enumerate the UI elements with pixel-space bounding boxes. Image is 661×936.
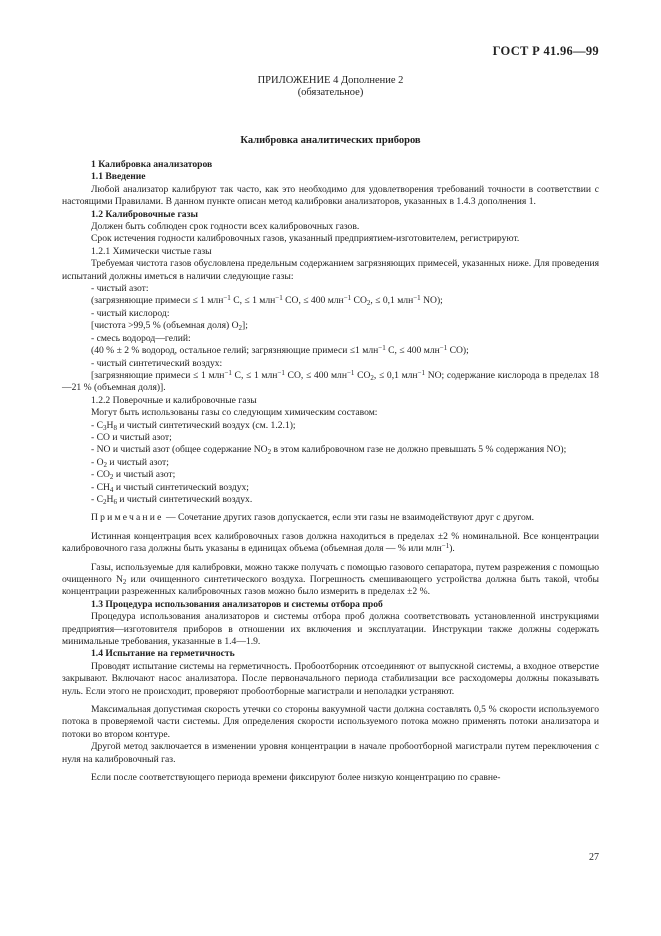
note: Примечание — Сочетание других газов допускается, если эти газы не взаимодействуют друг с другом. [91, 512, 535, 524]
paragraph: Требуемая чистота газов обусловлена предельным содержанием загрязняющих примесей, указанных ниже. Для проведения испытаний должны иметься в наличии следующие газы: [62, 258, 599, 282]
appendix-status: (обязательное) [297, 87, 364, 98]
page-number: 27 [589, 852, 599, 863]
list-item: - СО и чистый азот; [91, 431, 172, 443]
appendix-title: ПРИЛОЖЕНИЕ 4 Дополнение 2 [257, 75, 404, 86]
paragraph: Могут быть использованы газы со следующим химическим составом: [91, 407, 378, 419]
paragraph: Газы, используемые для калибровки, можно также получать с помощью газового сепаратора, путем разрежения с помощью очищенного $N_2$ или очищенного синтетического воздуха. Погрешность смешивающего устройства должна быть такой, чтобы концентрации разреженных калибровочных газов можно было измерить в пределах ±2 %. [62, 561, 599, 598]
document-code-header: ГОСТ Р 41.96—99 [492, 44, 599, 58]
list-item: [чистота >99,5 % (объемная доля) $О_2$]; [91, 320, 248, 333]
list-item: - смесь водород—гелий: [91, 332, 191, 344]
list-item: - чистый синтетический воздух: [91, 357, 223, 369]
subsection-heading: 1.2.1 Химически чистые газы [91, 245, 212, 257]
section-heading: 1.4 Испытание на герметичность [91, 648, 235, 660]
paragraph: Должен быть соблюден срок годности всех калибровочных газов. [91, 221, 360, 233]
paragraph: Проводят испытание системы на герметичность. Пробоотборник отсоединяют от выпускной системы, а входное отверстие закрывают. Включают насос анализатора. После первоначального периода стабилизации все расходомеры должны показывать нуль. Если этого не происходит, проверяют пробоотборные магистрали и неполадки устраняют. [62, 660, 599, 697]
section-heading: 1.3 Процедура использования анализаторов и системы отбора проб [91, 598, 383, 610]
list-item: - чистый кислород: [91, 307, 170, 319]
paragraph: Истинная концентрация всех калибровочных газов должна находиться в пределах ±2 % номинальной. Все концентрации калибровочного газа должны быть указаны в единицах объема (объемная доля — % или млн$^{-1}$). [62, 530, 599, 555]
paragraph: Процедура использования анализаторов и системы отбора проб должна соответствовать установленной инструкциями предприятия—изготовителя приборов в отношении их включения и эксплуатации. Инструкции также должны содержать минимальные требования, указанные в 1.4—1.9. [62, 611, 599, 648]
section-heading: 1.2 Калибровочные газы [91, 208, 198, 220]
list-item: - $СО_2$ и чистый азот; [91, 469, 176, 482]
document-body [62, 159, 599, 785]
paragraph: Если после соответствующего периода времени фиксируют более низкую концентрацию по сравне- [91, 772, 501, 784]
paragraph: Любой анализатор калибруют так часто, как это необходимо для удовлетворения требований точности в соответствии с настоящими Правилами. В данном пункте описан метод калибровки анализаторов, указанных в 1.4.3 дополнения 1. [62, 183, 599, 208]
list-item: - чистый азот: [91, 283, 149, 295]
list-item: - $С_3Н_8$ и чистый синтетический воздух (см. 1.2.1); [91, 419, 296, 432]
section-heading: 1 Калибровка анализаторов [91, 159, 213, 170]
list-item: (загрязняющие примеси ≤ 1 млн$^{-1}$ С, ≤ 1 млн$^{-1}$ СО, ≤ 400 млн$^{-1}$ $СО_2$, ≤ 0,1 млн$^{-1}$ NO); [91, 294, 443, 308]
subsection-heading: 1.2.2 Поверочные и калибровочные газы [91, 394, 257, 406]
list-item: (40 % ± 2 % водород, остальное гелий; загрязняющие примеси ≤1 млн$^{-1}$ С, ≤ 400 млн$^{-1}$ СО); [91, 344, 469, 357]
section-heading: 1.1 Введение [91, 171, 146, 183]
note-label: Примечание [91, 512, 164, 524]
list-item: [загрязняющие примеси ≤ 1 млн$^{-1}$ С, ≤ 1 млн$^{-1}$ СО, ≤ 400 млн$^{-1}$ $СО_2$, ≤ 0,1 млн$^{-1}$ NO; содержание кислорода в пределах 18—21 % (объемная доля)]. [62, 368, 599, 394]
list-item: - $О_2$ и чистый азот; [91, 456, 169, 469]
list-item: - NO и чистый азот (общее содержание $NO_2$ в этом калибровочном газе не должно превышать 5 % содержания NO); [91, 444, 567, 457]
list-item: - $СН_4$ и чистый синтетический воздух; [91, 481, 249, 494]
document-title: Калибровка аналитических приборов [240, 135, 421, 146]
paragraph: Срок истечения годности калибровочных газов, указанный предприятием-изготовителем, регистрируют. [91, 233, 520, 245]
list-item: - $С_2Н_6$ и чистый синтетический воздух. [91, 493, 253, 506]
paragraph: Максимальная допустимая скорость утечки со стороны вакуумной части должна составлять 0,5 % скорости используемого потока в проверяемой части системы. Для определения скорости используемого потока можно применять потоки анализатора и потоки во втором контуре. [62, 704, 599, 740]
paragraph: Другой метод заключается в изменении уровня концентрации в начале пробоотборной магистрали путем переключения с нуля на калибровочный газ. [62, 741, 599, 765]
